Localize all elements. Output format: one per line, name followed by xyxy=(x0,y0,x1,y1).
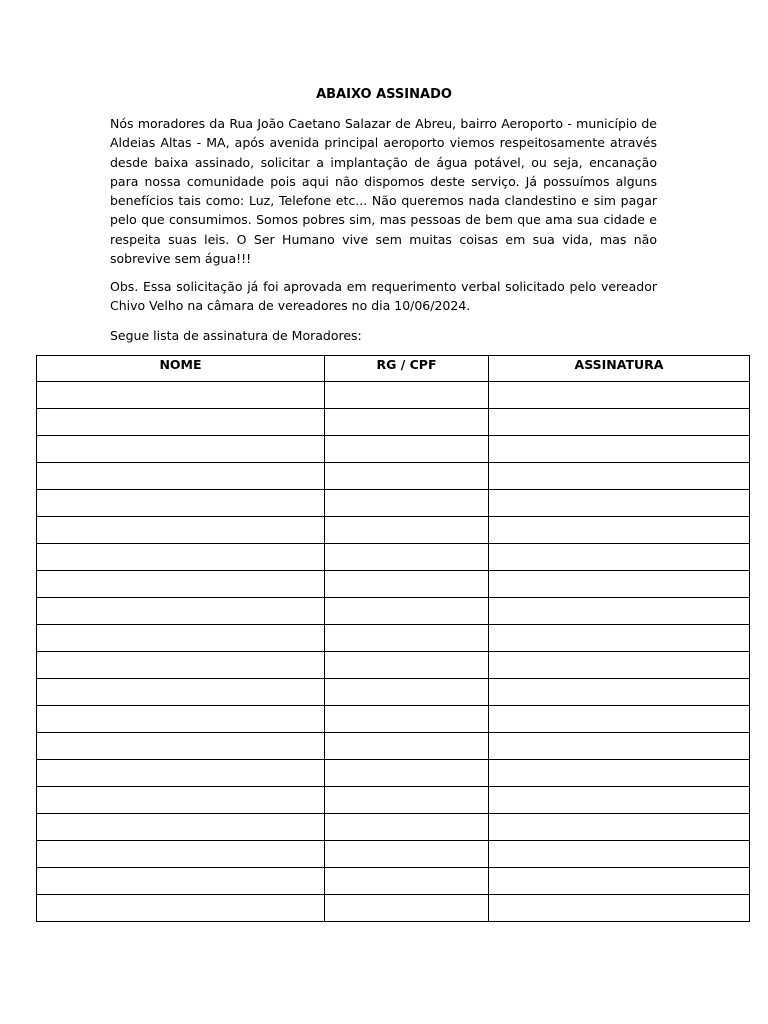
name-cell xyxy=(37,382,325,409)
table-row xyxy=(37,868,750,895)
signature-table xyxy=(36,355,750,922)
rg-cpf-cell xyxy=(325,625,489,652)
intro-paragraph: Nós moradores da Rua João Caetano Salazar de Abreu, bairro Aeroporto - município de Aldeias Altas - MA, após avenida principal aeroporto viemos respeitosamente através desde baixa assinado, solicitar a implantação de água potável, ou seja, encanação para nossa comunidade pois aqui não dispomos deste serviço. Já possuímos alguns benefícios tais como: Luz, Telefone etc... Não queremos nada clandestino e sim pagar pelo que consumimos. Somos pobres sim, mas pessoas de bem que ama sua cidade e respeita suas leis. O Ser Humano vive sem muitas coisas em sua vida, mas não sobrevive sem água!!! xyxy=(110,116,657,267)
table-row xyxy=(37,625,750,652)
table-row xyxy=(37,760,750,787)
column-header-assinatura: ASSINATURA xyxy=(489,356,750,382)
table-row xyxy=(37,841,750,868)
signature-cell xyxy=(489,679,750,706)
rg-cpf-cell xyxy=(325,409,489,436)
table-row xyxy=(37,814,750,841)
rg-cpf-cell xyxy=(325,841,489,868)
signature-cell xyxy=(489,733,750,760)
name-cell xyxy=(37,571,325,598)
signature-cell xyxy=(489,382,750,409)
signature-table-header-row xyxy=(37,356,750,382)
table-row xyxy=(37,895,750,922)
name-cell xyxy=(37,598,325,625)
table-row xyxy=(37,436,750,463)
rg-cpf-cell xyxy=(325,733,489,760)
table-row xyxy=(37,517,750,544)
signature-cell xyxy=(489,463,750,490)
name-cell xyxy=(37,544,325,571)
rg-cpf-cell xyxy=(325,490,489,517)
name-cell xyxy=(37,679,325,706)
name-cell xyxy=(37,706,325,733)
rg-cpf-cell xyxy=(325,436,489,463)
table-row xyxy=(37,490,750,517)
rg-cpf-cell xyxy=(325,679,489,706)
column-header-rg-cpf: RG / CPF xyxy=(325,356,489,382)
signature-cell xyxy=(489,814,750,841)
rg-cpf-cell xyxy=(325,787,489,814)
signature-cell xyxy=(489,544,750,571)
signature-cell xyxy=(489,706,750,733)
rg-cpf-cell xyxy=(325,382,489,409)
rg-cpf-cell xyxy=(325,868,489,895)
name-cell xyxy=(37,814,325,841)
name-cell xyxy=(37,436,325,463)
signature-cell xyxy=(489,409,750,436)
signature-cell xyxy=(489,490,750,517)
name-cell xyxy=(37,868,325,895)
table-row xyxy=(37,679,750,706)
column-header-nome: NOME xyxy=(37,356,325,382)
observation-paragraph: Obs. Essa solicitação já foi aprovada em requerimento verbal solicitado pelo vereador Chivo Velho na câmara de vereadores no dia 10/06/2024. xyxy=(110,279,657,314)
table-row xyxy=(37,706,750,733)
table-row xyxy=(37,787,750,814)
table-row xyxy=(37,463,750,490)
name-cell xyxy=(37,463,325,490)
table-row xyxy=(37,544,750,571)
name-cell xyxy=(37,895,325,922)
rg-cpf-cell xyxy=(325,463,489,490)
table-row xyxy=(37,382,750,409)
table-row xyxy=(37,598,750,625)
rg-cpf-cell xyxy=(325,598,489,625)
rg-cpf-cell xyxy=(325,652,489,679)
signature-cell xyxy=(489,571,750,598)
signature-cell xyxy=(489,868,750,895)
name-cell xyxy=(37,517,325,544)
name-cell xyxy=(37,760,325,787)
name-cell xyxy=(37,409,325,436)
rg-cpf-cell xyxy=(325,760,489,787)
name-cell xyxy=(37,787,325,814)
table-row xyxy=(37,409,750,436)
rg-cpf-cell xyxy=(325,895,489,922)
signature-cell xyxy=(489,895,750,922)
signature-table-body xyxy=(37,382,750,922)
rg-cpf-cell xyxy=(325,706,489,733)
name-cell xyxy=(37,490,325,517)
table-row xyxy=(37,652,750,679)
signature-cell xyxy=(489,760,750,787)
signature-cell xyxy=(489,787,750,814)
rg-cpf-cell xyxy=(325,571,489,598)
rg-cpf-cell xyxy=(325,544,489,571)
document-title: ABAIXO ASSINADO xyxy=(316,87,452,102)
name-cell xyxy=(37,625,325,652)
name-cell xyxy=(37,841,325,868)
table-row xyxy=(37,571,750,598)
table-row xyxy=(37,733,750,760)
signature-cell xyxy=(489,517,750,544)
rg-cpf-cell xyxy=(325,517,489,544)
name-cell xyxy=(37,733,325,760)
list-intro-text: Segue lista de assinatura de Moradores: xyxy=(110,328,362,343)
signature-cell xyxy=(489,436,750,463)
signature-cell xyxy=(489,841,750,868)
rg-cpf-cell xyxy=(325,814,489,841)
signature-cell xyxy=(489,598,750,625)
signature-cell xyxy=(489,625,750,652)
signature-cell xyxy=(489,652,750,679)
name-cell xyxy=(37,652,325,679)
